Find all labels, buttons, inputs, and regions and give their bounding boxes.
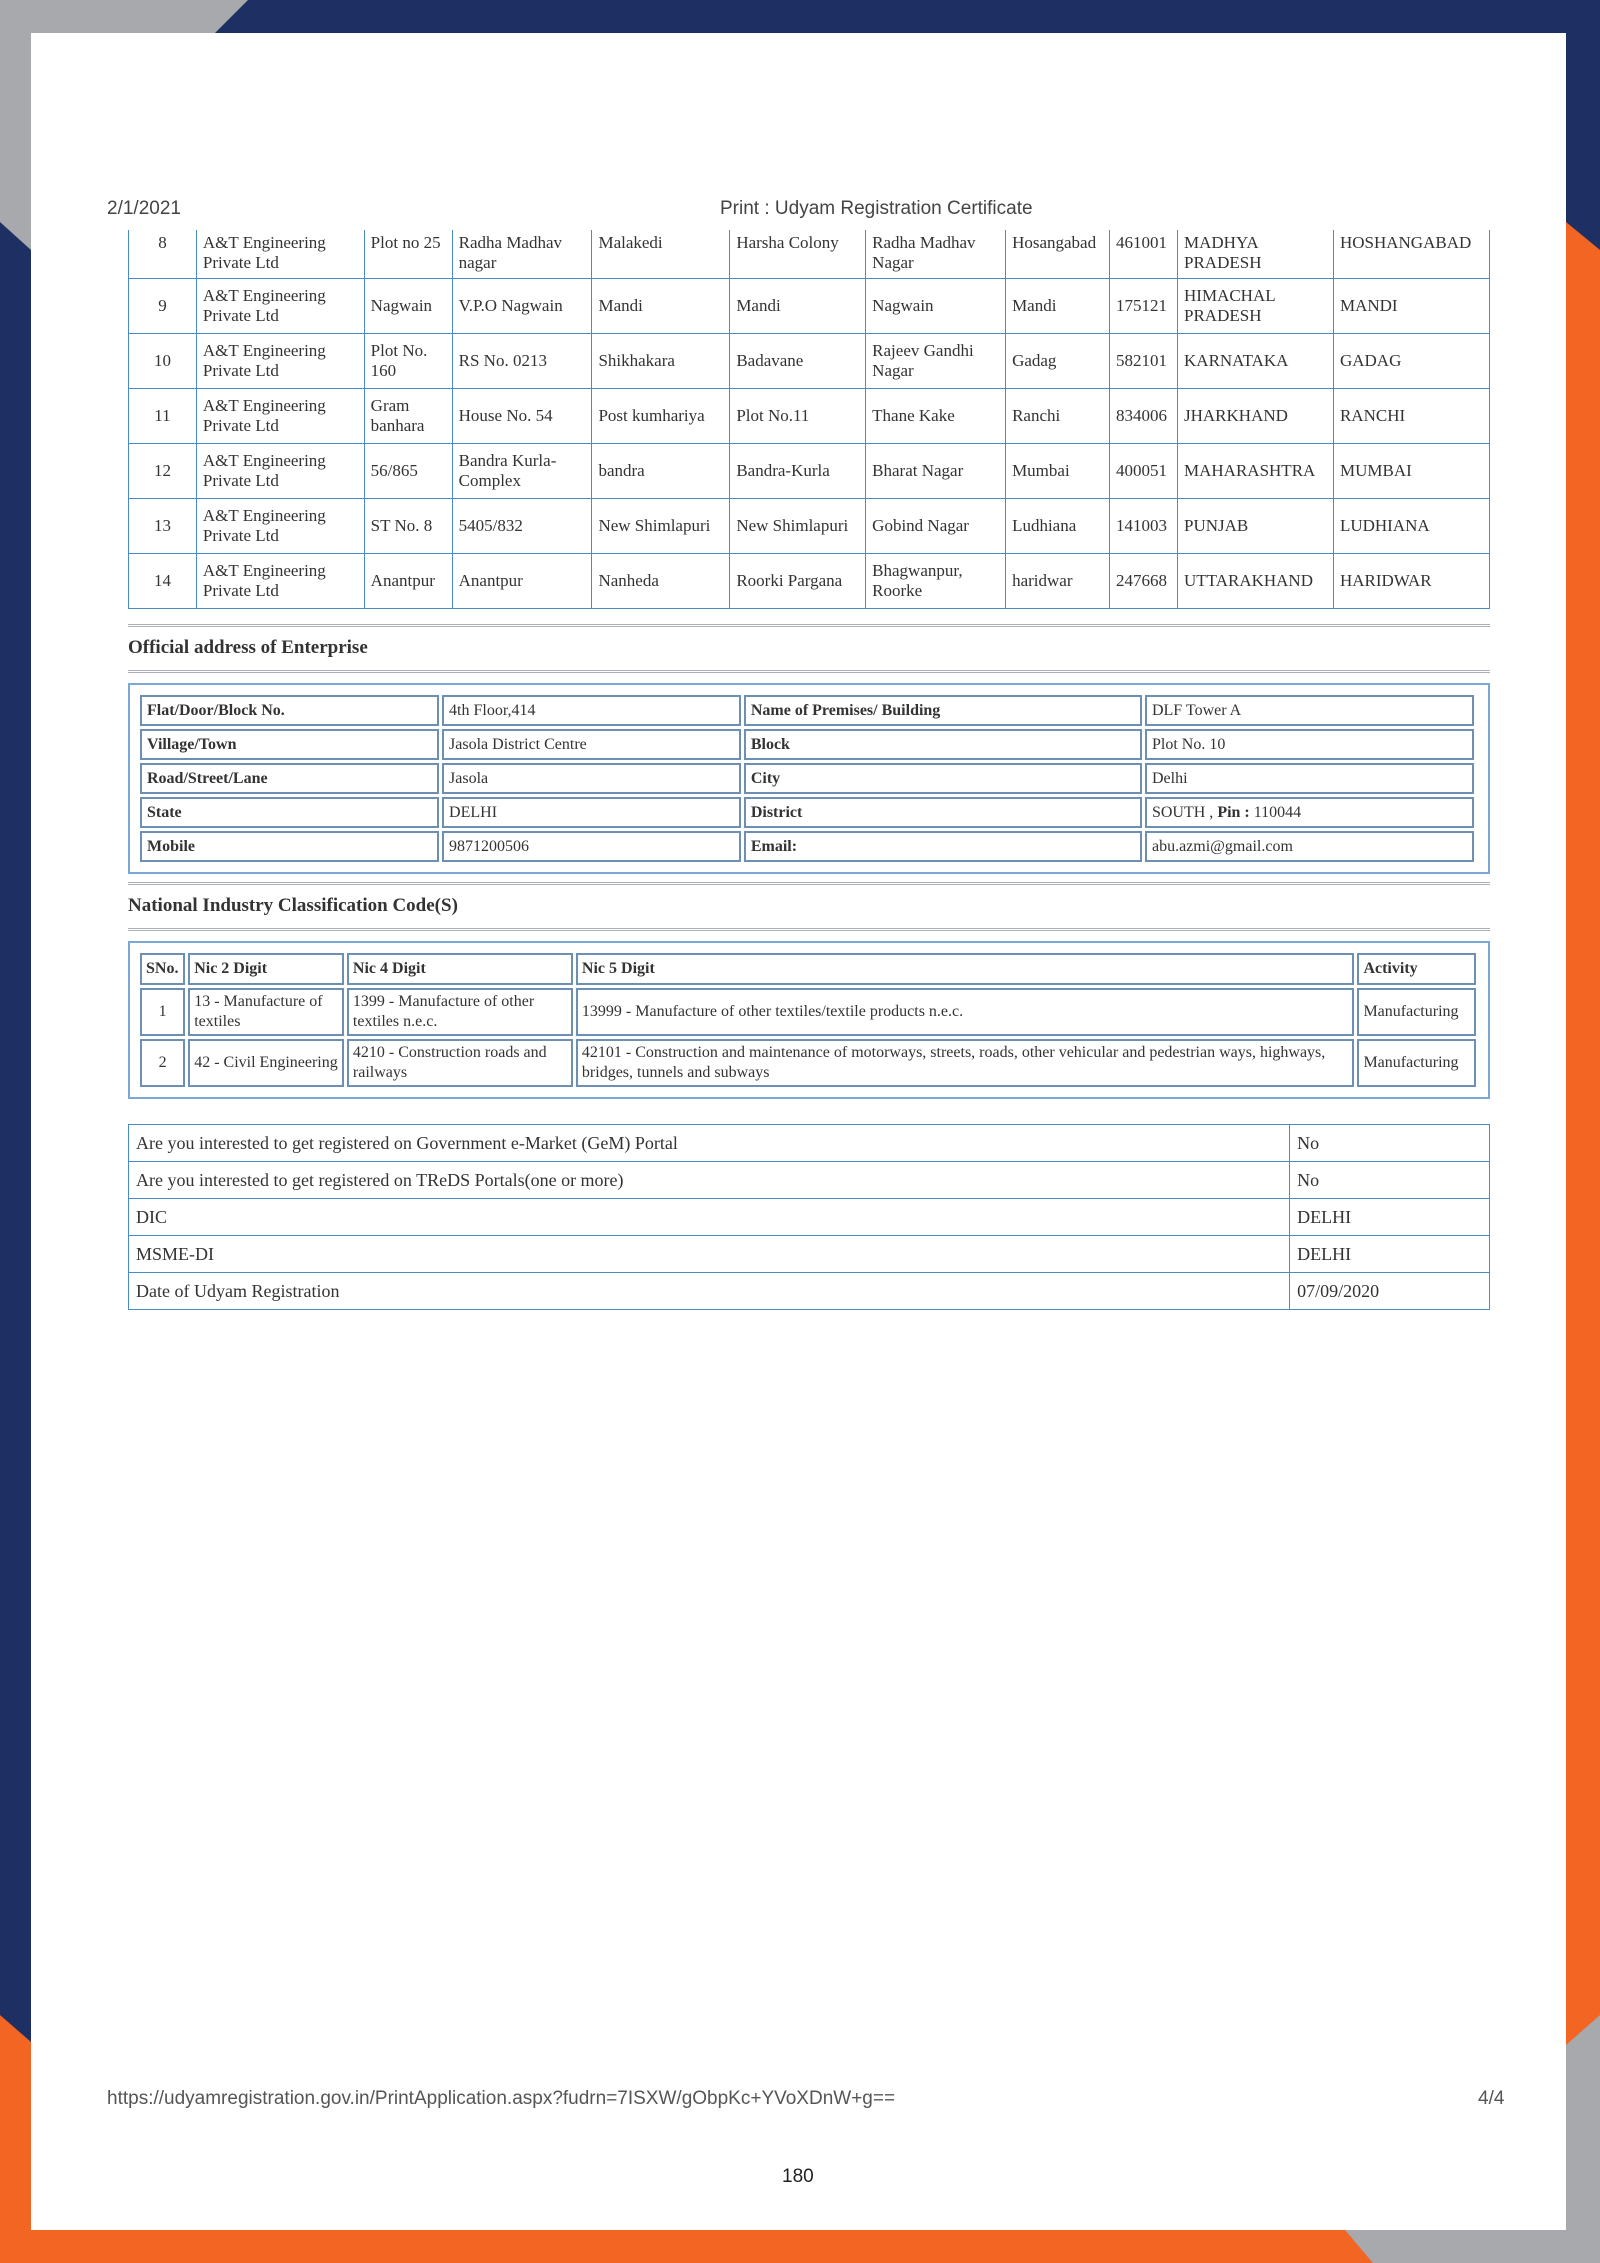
unit-district-cell: MUMBAI	[1333, 443, 1489, 498]
unit-name-cell: A&T Engineering Private Ltd	[196, 230, 364, 278]
unit-city-cell: Mandi	[1006, 278, 1110, 333]
detail-value: 07/09/2020	[1290, 1273, 1490, 1310]
unit-road-cell: Nagwain	[866, 278, 1006, 333]
unit-village-cell: Post kumhariya	[592, 388, 730, 443]
nic-row	[140, 1039, 1476, 1087]
address-label: Block	[744, 729, 1142, 760]
unit-state-cell: PUNJAB	[1178, 498, 1334, 553]
unit-road-cell: Thane Kake	[866, 388, 1006, 443]
address-value	[1145, 797, 1474, 828]
nic-header-cell: Nic 5 Digit	[576, 953, 1355, 985]
unit-city-cell: Gadag	[1006, 333, 1110, 388]
section-divider	[128, 928, 1490, 931]
print-title: Print : Udyam Registration Certificate	[720, 198, 1033, 219]
unit-village-cell: Nanheda	[592, 553, 730, 608]
nic-header-cell: Nic 4 Digit	[347, 953, 573, 985]
unit-city-cell: Mumbai	[1006, 443, 1110, 498]
registration-details-table	[128, 1124, 1490, 1310]
address-row	[140, 763, 1474, 794]
unit-building-cell: House No. 54	[452, 388, 592, 443]
unit-pin-cell: 834006	[1110, 388, 1178, 443]
detail-label: Are you interested to get registered on TReDS Portals(one or more)	[129, 1162, 1290, 1199]
unit-row	[129, 498, 1490, 553]
unit-village-cell: New Shimlapuri	[592, 498, 730, 553]
address-value: 9871200506	[442, 831, 741, 862]
detail-label: Are you interested to get registered on Government e-Market (GeM) Portal	[129, 1125, 1290, 1162]
unit-row	[129, 553, 1490, 608]
frame-left-orange	[0, 2015, 31, 2263]
unit-flat-cell: 56/865	[364, 443, 452, 498]
detail-row	[129, 1199, 1490, 1236]
unit-state-cell: MADHYA PRADESH	[1178, 230, 1334, 278]
section-divider	[128, 624, 1490, 627]
unit-pin-cell: 582101	[1110, 333, 1178, 388]
official-address-box	[128, 683, 1490, 874]
address-label: City	[744, 763, 1142, 794]
unit-road-cell: Radha Madhav Nagar	[866, 230, 1006, 278]
nic-nic5-cell: 13999 - Manufacture of other textiles/textile products n.e.c.	[576, 988, 1355, 1036]
address-value	[1145, 831, 1474, 862]
unit-name-cell: A&T Engineering Private Ltd	[196, 553, 364, 608]
unit-building-cell: V.P.O Nagwain	[452, 278, 592, 333]
address-label: District	[744, 797, 1142, 828]
unit-district-cell: RANCHI	[1333, 388, 1489, 443]
unit-flat-cell: Plot no 25	[364, 230, 452, 278]
nic-activity-cell: Manufacturing	[1357, 988, 1476, 1036]
unit-name-cell: A&T Engineering Private Ltd	[196, 498, 364, 553]
frame-right-navy	[1566, 0, 1600, 250]
detail-row	[129, 1125, 1490, 1162]
unit-block-cell: Bandra-Kurla	[730, 443, 866, 498]
unit-village-cell: bandra	[592, 443, 730, 498]
nic-nic2-cell: 42 - Civil Engineering	[188, 1039, 344, 1087]
unit-pin-cell: 247668	[1110, 553, 1178, 608]
unit-city-cell: Hosangabad	[1006, 230, 1110, 278]
section-divider	[128, 882, 1490, 885]
nic-header-row	[140, 953, 1476, 985]
frame-right-orange	[1566, 0, 1600, 2263]
address-label: Name of Premises/ Building	[744, 695, 1142, 726]
detail-value: DELHI	[1290, 1236, 1490, 1273]
address-row	[140, 797, 1474, 828]
nic-header-cell: Activity	[1357, 953, 1476, 985]
nic-table	[137, 950, 1479, 1090]
unit-name-cell: A&T Engineering Private Ltd	[196, 388, 364, 443]
address-value-text: SOUTH ,	[1151, 803, 1218, 821]
nic-nic4-cell: 4210 - Construction roads and railways	[347, 1039, 573, 1087]
unit-pin-cell: 175121	[1110, 278, 1178, 333]
unit-row	[129, 333, 1490, 388]
detail-label: DIC	[129, 1199, 1290, 1236]
unit-state-cell: KARNATAKA	[1178, 333, 1334, 388]
frame-top-gray	[0, 0, 248, 33]
detail-row	[129, 1162, 1490, 1199]
unit-city-cell: Ranchi	[1006, 388, 1110, 443]
unit-building-cell: Radha Madhav nagar	[452, 230, 592, 278]
unit-row	[129, 230, 1490, 278]
detail-row	[129, 1236, 1490, 1273]
unit-district-cell: HARIDWAR	[1333, 553, 1489, 608]
units-location-table	[128, 230, 1490, 609]
unit-road-cell: Bharat Nagar	[866, 443, 1006, 498]
unit-city-cell: Ludhiana	[1006, 498, 1110, 553]
official-address-title: Official address of Enterprise	[128, 637, 368, 658]
unit-village-cell: Mandi	[592, 278, 730, 333]
detail-label: Date of Udyam Registration	[129, 1273, 1290, 1310]
unit-pin-cell: 400051	[1110, 443, 1178, 498]
unit-sno-cell: 9	[129, 278, 197, 333]
address-value: 4th Floor,414	[442, 695, 741, 726]
detail-value: DELHI	[1290, 1199, 1490, 1236]
nic-sno-cell: 1	[140, 988, 185, 1036]
unit-district-cell: LUDHIANA	[1333, 498, 1489, 553]
unit-row	[129, 388, 1490, 443]
unit-road-cell: Gobind Nagar	[866, 498, 1006, 553]
detail-row	[129, 1273, 1490, 1310]
print-date: 2/1/2021	[107, 198, 181, 219]
unit-district-cell: MANDI	[1333, 278, 1489, 333]
unit-state-cell: UTTARAKHAND	[1178, 553, 1334, 608]
address-value	[1145, 695, 1474, 726]
unit-flat-cell: Nagwain	[364, 278, 452, 333]
unit-sno-cell: 12	[129, 443, 197, 498]
unit-name-cell: A&T Engineering Private Ltd	[196, 443, 364, 498]
unit-village-cell: Shikhakara	[592, 333, 730, 388]
address-value	[1145, 729, 1474, 760]
unit-village-cell: Malakedi	[592, 230, 730, 278]
unit-block-cell: Mandi	[730, 278, 866, 333]
address-row	[140, 729, 1474, 760]
nic-activity-cell: Manufacturing	[1357, 1039, 1476, 1087]
unit-row	[129, 443, 1490, 498]
frame-left-navy	[0, 0, 31, 2263]
nic-header-cell: Nic 2 Digit	[188, 953, 344, 985]
unit-city-cell: haridwar	[1006, 553, 1110, 608]
pin-label: Pin :	[1217, 803, 1254, 821]
unit-row	[129, 278, 1490, 333]
footer-url: https://udyamregistration.gov.in/PrintApplication.aspx?fudrn=7ISXW/gObpKc+YVoXDnW+g==	[107, 2088, 896, 2109]
address-value: Jasola District Centre	[442, 729, 741, 760]
address-value-text: DLF Tower A	[1151, 701, 1242, 719]
address-label: Flat/Door/Block No.	[140, 695, 439, 726]
unit-building-cell: RS No. 0213	[452, 333, 592, 388]
unit-sno-cell: 11	[129, 388, 197, 443]
unit-flat-cell: Plot No. 160	[364, 333, 452, 388]
unit-name-cell: A&T Engineering Private Ltd	[196, 278, 364, 333]
address-value: DELHI	[442, 797, 741, 828]
unit-block-cell: Harsha Colony	[730, 230, 866, 278]
page-number: 180	[782, 2166, 814, 2187]
unit-building-cell: 5405/832	[452, 498, 592, 553]
nic-nic4-cell: 1399 - Manufacture of other textiles n.e.c.	[347, 988, 573, 1036]
frame-right-gray	[1566, 2015, 1600, 2263]
address-value-text: abu.azmi@gmail.com	[1151, 837, 1293, 855]
unit-pin-cell: 461001	[1110, 230, 1178, 278]
unit-name-cell: A&T Engineering Private Ltd	[196, 333, 364, 388]
address-value	[1145, 763, 1474, 794]
nic-row	[140, 988, 1476, 1036]
section-divider	[128, 670, 1490, 673]
unit-flat-cell: Gram banhara	[364, 388, 452, 443]
nic-header-cell: SNo.	[140, 953, 185, 985]
detail-label: MSME-DI	[129, 1236, 1290, 1273]
unit-sno-cell: 14	[129, 553, 197, 608]
address-label: Road/Street/Lane	[140, 763, 439, 794]
unit-block-cell: Plot No.11	[730, 388, 866, 443]
unit-building-cell: Anantpur	[452, 553, 592, 608]
address-value-text: Delhi	[1151, 769, 1188, 787]
unit-flat-cell: Anantpur	[364, 553, 452, 608]
unit-sno-cell: 10	[129, 333, 197, 388]
frame-bottom-gray	[1345, 2230, 1600, 2263]
detail-value: No	[1290, 1125, 1490, 1162]
nic-box	[128, 941, 1490, 1099]
footer-page-count: 4/4	[1478, 2088, 1505, 2109]
unit-road-cell: Rajeev Gandhi Nagar	[866, 333, 1006, 388]
unit-block-cell: Badavane	[730, 333, 866, 388]
frame-left-gray	[0, 0, 31, 250]
unit-state-cell: JHARKHAND	[1178, 388, 1334, 443]
address-label: State	[140, 797, 439, 828]
official-address-table	[137, 692, 1477, 865]
unit-sno-cell: 13	[129, 498, 197, 553]
address-value: Jasola	[442, 763, 741, 794]
unit-district-cell: GADAG	[1333, 333, 1489, 388]
unit-district-cell: HOSHANGABAD	[1333, 230, 1489, 278]
detail-value: No	[1290, 1162, 1490, 1199]
nic-title: National Industry Classification Code(S)	[128, 895, 458, 916]
unit-road-cell: Bhagwanpur, Roorke	[866, 553, 1006, 608]
unit-pin-cell: 141003	[1110, 498, 1178, 553]
nic-nic5-cell: 42101 - Construction and maintenance of motorways, streets, roads, other vehicular and pedestrian ways, highways, bridges, tunnels and subways	[576, 1039, 1355, 1087]
unit-state-cell: HIMACHAL PRADESH	[1178, 278, 1334, 333]
address-row	[140, 831, 1474, 862]
unit-sno-cell: 8	[129, 230, 197, 278]
unit-building-cell: Bandra Kurla-Complex	[452, 443, 592, 498]
unit-flat-cell: ST No. 8	[364, 498, 452, 553]
address-label: Village/Town	[140, 729, 439, 760]
address-row	[140, 695, 1474, 726]
pin-value: 110044	[1253, 803, 1302, 821]
address-label: Mobile	[140, 831, 439, 862]
address-value-text: Plot No. 10	[1151, 735, 1226, 753]
unit-state-cell: MAHARASHTRA	[1178, 443, 1334, 498]
address-label: Email:	[744, 831, 1142, 862]
unit-block-cell: Roorki Pargana	[730, 553, 866, 608]
nic-sno-cell: 2	[140, 1039, 185, 1087]
nic-nic2-cell: 13 - Manufacture of textiles	[188, 988, 344, 1036]
unit-block-cell: New Shimlapuri	[730, 498, 866, 553]
